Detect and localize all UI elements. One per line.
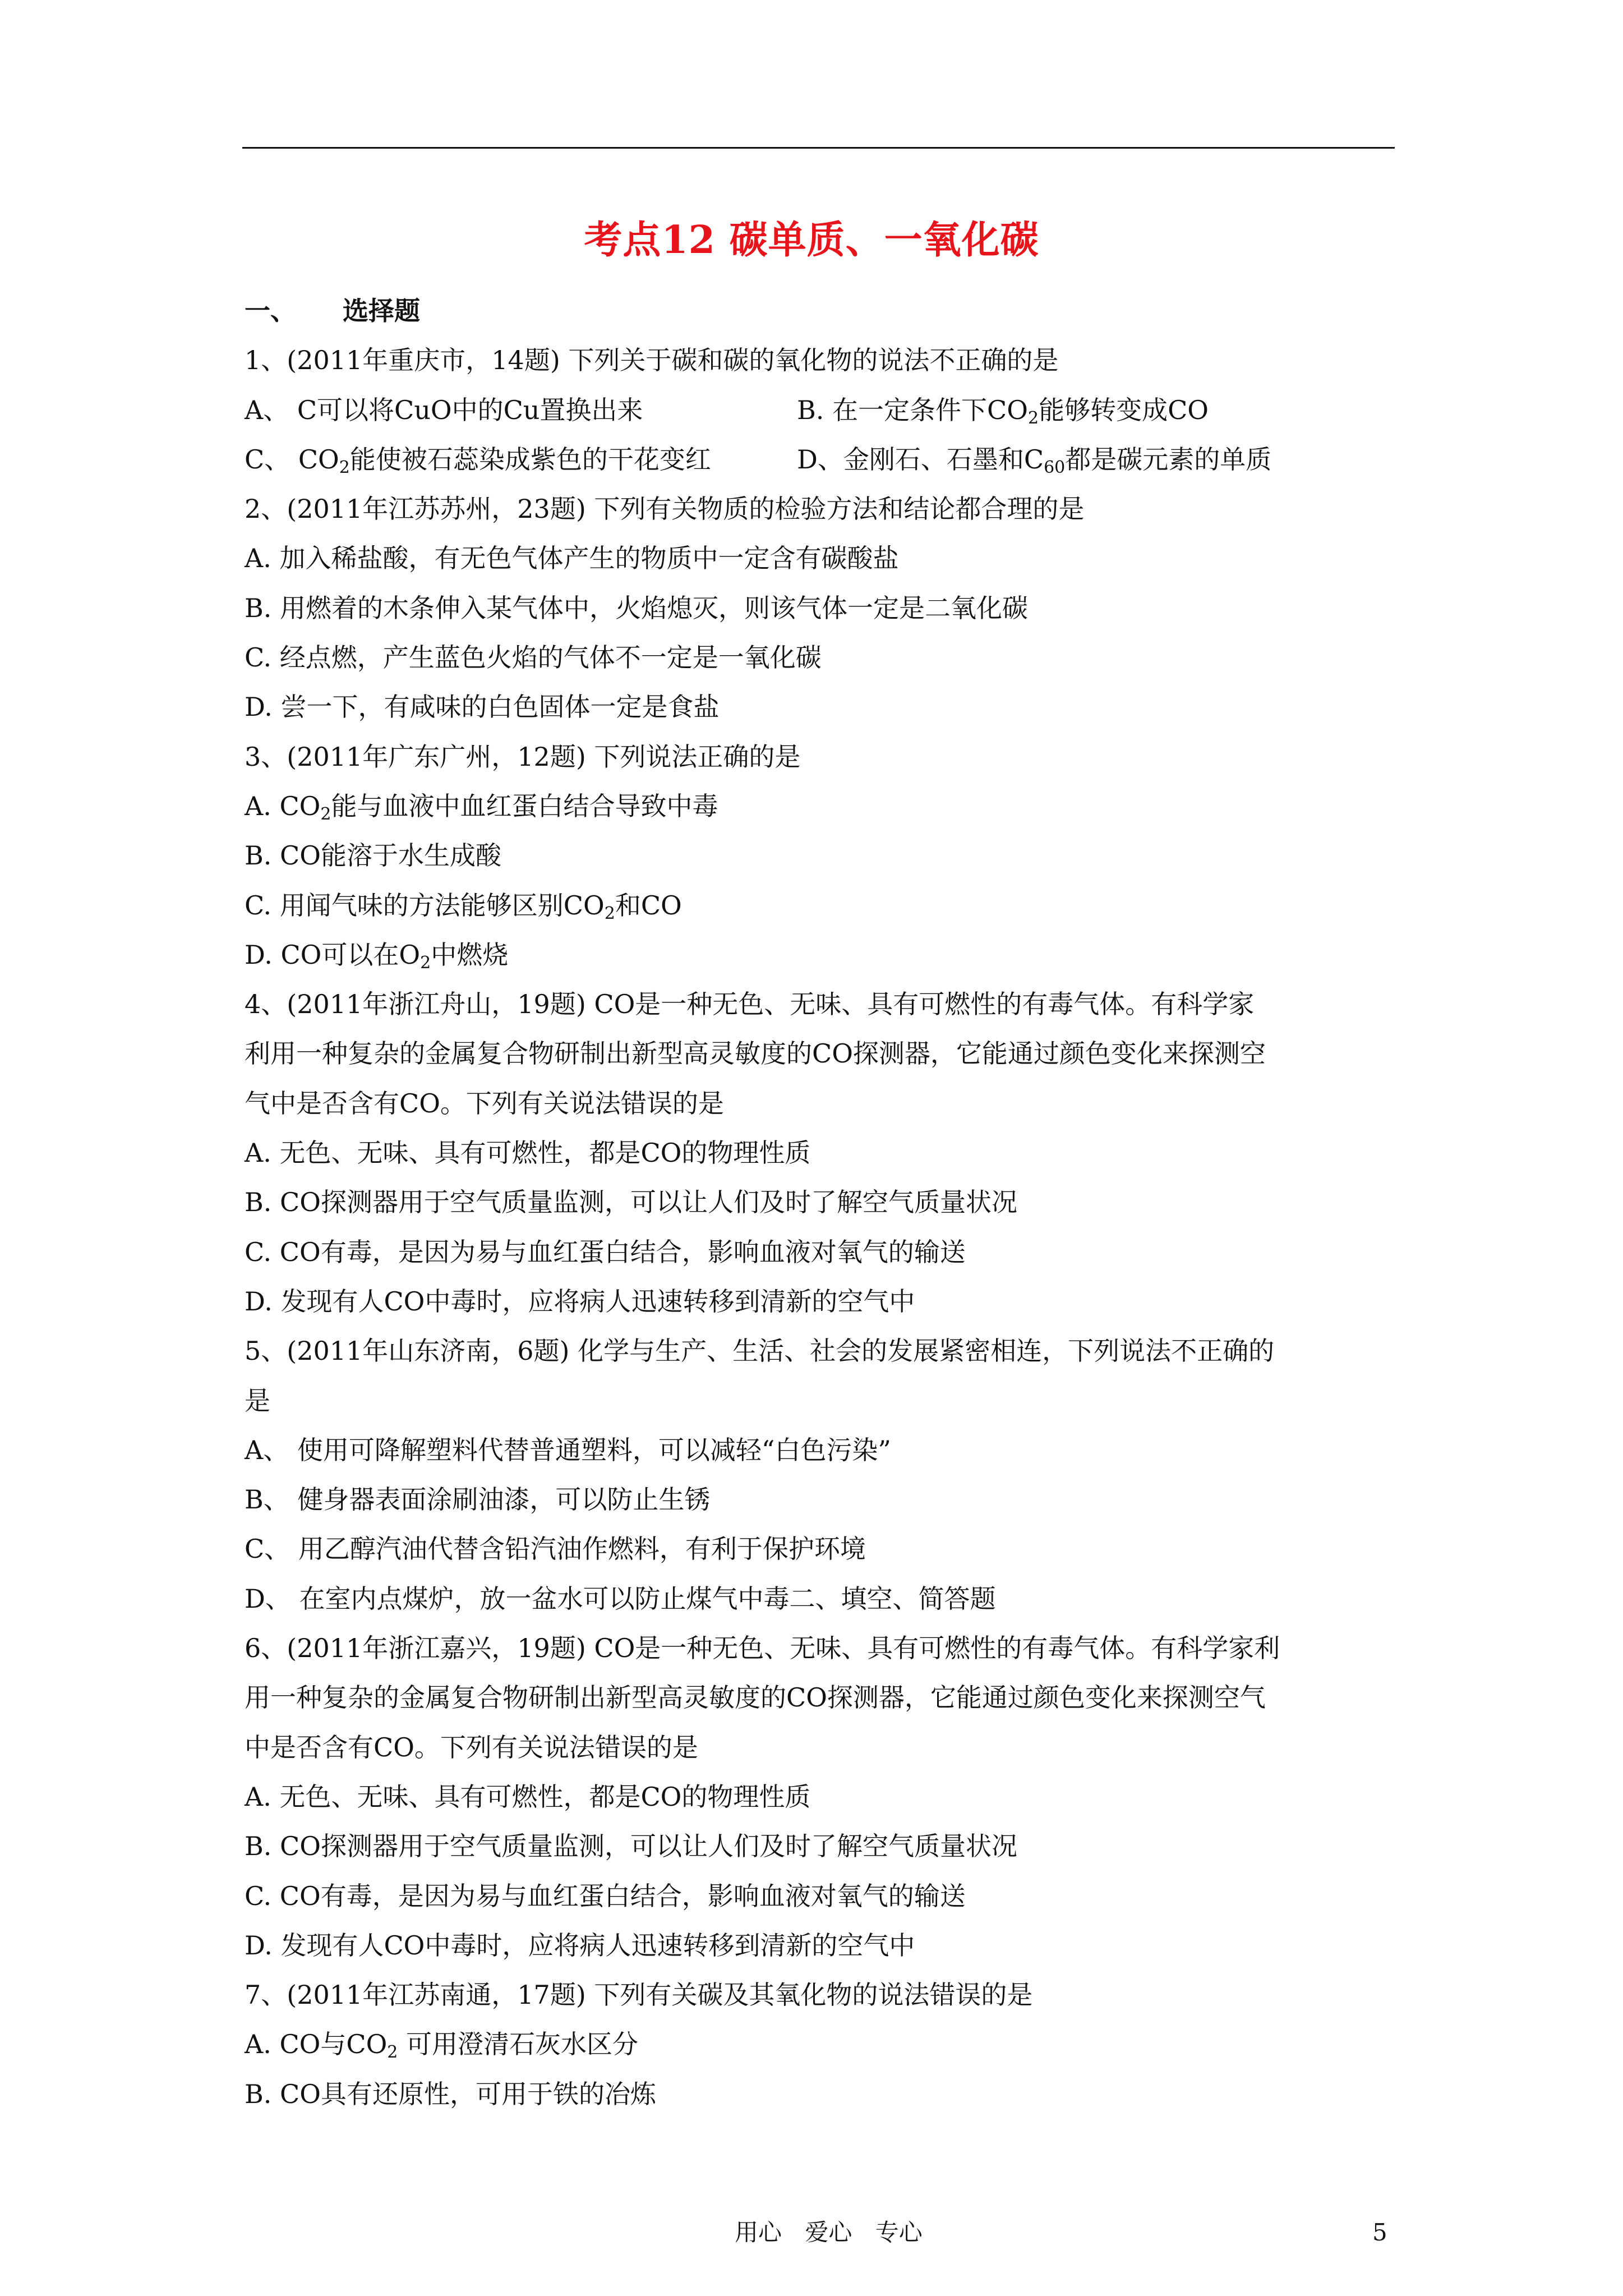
- question-1-stem: 1、(2011年重庆市，14题) 下列关于碳和碳的氧化物的说法不正确的是: [245, 345, 1059, 376]
- question-6-stem-line-3: 中是否含有CO。下列有关说法错误的是: [245, 1732, 698, 1763]
- question-4-stem-line-3: 气中是否含有CO。下列有关说法错误的是: [245, 1088, 724, 1119]
- footer-motto: 用心 爱心 专心: [735, 2219, 923, 2246]
- question-1-option-a: A、 C可以将CuO中的Cu置换出来: [245, 394, 643, 425]
- question-6-option-b: B. CO探测器用于空气质量监测，可以让人们及时了解空气质量状况: [245, 1831, 1017, 1862]
- question-6-stem-line-1: 6、(2011年浙江嘉兴，19题) CO是一种无色、无味、具有可燃性的有毒气体。有科学家利: [245, 1633, 1280, 1664]
- question-1-options-row-1: [245, 385, 1400, 435]
- question-2-option-d: D. 尝一下，有咸味的白色固体一定是食盐: [245, 692, 720, 723]
- question-7-option-a: A. CO与$CO_2$ 可用澄清石灰水区分: [245, 2029, 638, 2063]
- question-5-option-d: D、 在室内点煤炉，放一盆水可以防止煤气中毒二、填空、简答题: [245, 1583, 996, 1614]
- question-5-option-c: C、 用乙醇汽油代替含铅汽油作燃料，有利于保护环境: [245, 1534, 866, 1565]
- question-list: [245, 286, 1400, 2119]
- question-4-stem-line-2: 利用一种复杂的金属复合物研制出新型高灵敏度的CO探测器，它能通过颜色变化来探测空: [245, 1038, 1266, 1069]
- header-rule: [242, 147, 1395, 149]
- section-label: 选择题: [343, 296, 420, 326]
- question-3-option-d: D. CO可以在$O_2$中燃烧: [245, 939, 509, 973]
- question-4-option-a: A. 无色、无味、具有可燃性，都是CO的物理性质: [245, 1138, 811, 1168]
- question-7-option-b: B. CO具有还原性，可用于铁的冶炼: [245, 2078, 656, 2109]
- question-2-stem: 2、(2011年江苏苏州，23题) 下列有关物质的检验方法和结论都合理的是: [245, 494, 1085, 524]
- question-7-stem: 7、(2011年江苏南通，17题) 下列有关碳及其氧化物的说法错误的是: [245, 1980, 1033, 2010]
- question-3-option-a: A. $CO_2$能与血液中血红蛋白结合导致中毒: [245, 790, 718, 824]
- question-2-option-b: B. 用燃着的木条伸入某气体中，火焰熄灭，则该气体一定是二氧化碳: [245, 592, 1029, 623]
- question-6-option-d: D. 发现有人CO中毒时，应将病人迅速转移到清新的空气中: [245, 1930, 915, 1961]
- question-5-stem-line-2: 是: [245, 1385, 270, 1416]
- question-5-option-b: B、 健身器表面涂刷油漆，可以防止生锈: [245, 1484, 711, 1515]
- question-4-option-d: D. 发现有人CO中毒时，应将病人迅速转移到清新的空气中: [245, 1286, 915, 1317]
- question-6-option-a: A. 无色、无味、具有可燃性，都是CO的物理性质: [245, 1781, 811, 1812]
- section-number: 一、: [245, 296, 296, 326]
- question-4-stem-line-1: 4、(2011年浙江舟山，19题) CO是一种无色、无味、具有可燃性的有毒气体。有科学家: [245, 989, 1255, 1020]
- page-title: 考点12 碳单质、一氧化碳: [584, 218, 1039, 263]
- question-1-options-row-2: [245, 435, 1400, 484]
- question-2-option-a: A. 加入稀盐酸，有无色气体产生的物质中一定含有碳酸盐: [245, 543, 899, 574]
- question-5-option-a: A、 使用可降解塑料代替普通塑料，可以减轻“白色污染”: [245, 1434, 891, 1465]
- question-3-option-c: C. 用闻气味的方法能够区别$CO_2$和CO: [245, 890, 682, 923]
- question-2-option-c: C. 经点燃，产生蓝色火焰的气体不一定是一氧化碳: [245, 642, 822, 673]
- question-1-option-c: C、 $CO_2$能使被石蕊染成紫色的干花变红: [245, 444, 711, 477]
- question-6-option-c: C. CO有毒，是因为易与血红蛋白结合，影响血液对氧气的输送: [245, 1880, 966, 1911]
- page-number: 5: [1372, 2219, 1387, 2246]
- question-6-stem-line-2: 用一种复杂的金属复合物研制出新型高灵敏度的CO探测器，它能通过颜色变化来探测空气: [245, 1682, 1266, 1713]
- question-1-option-b: B. 在一定条件下$CO_2$能够转变成CO: [797, 394, 1209, 428]
- question-3-option-b: B. CO能溶于水生成酸: [245, 840, 501, 871]
- section-heading: [245, 286, 1400, 335]
- question-5-stem-line-1: 5、(2011年山东济南，6题) 化学与生产、生活、社会的发展紧密相连，下列说法不正确的: [245, 1336, 1275, 1366]
- question-3-stem: 3、(2011年广东广州，12题) 下列说法正确的是: [245, 741, 801, 772]
- question-4-option-b: B. CO探测器用于空气质量监测，可以让人们及时了解空气质量状况: [245, 1187, 1017, 1218]
- question-1-option-d: D、金刚石、石墨和$C_{60}$都是碳元素的单质: [797, 444, 1272, 477]
- question-4-option-c: C. CO有毒，是因为易与血红蛋白结合，影响血液对氧气的输送: [245, 1236, 966, 1267]
